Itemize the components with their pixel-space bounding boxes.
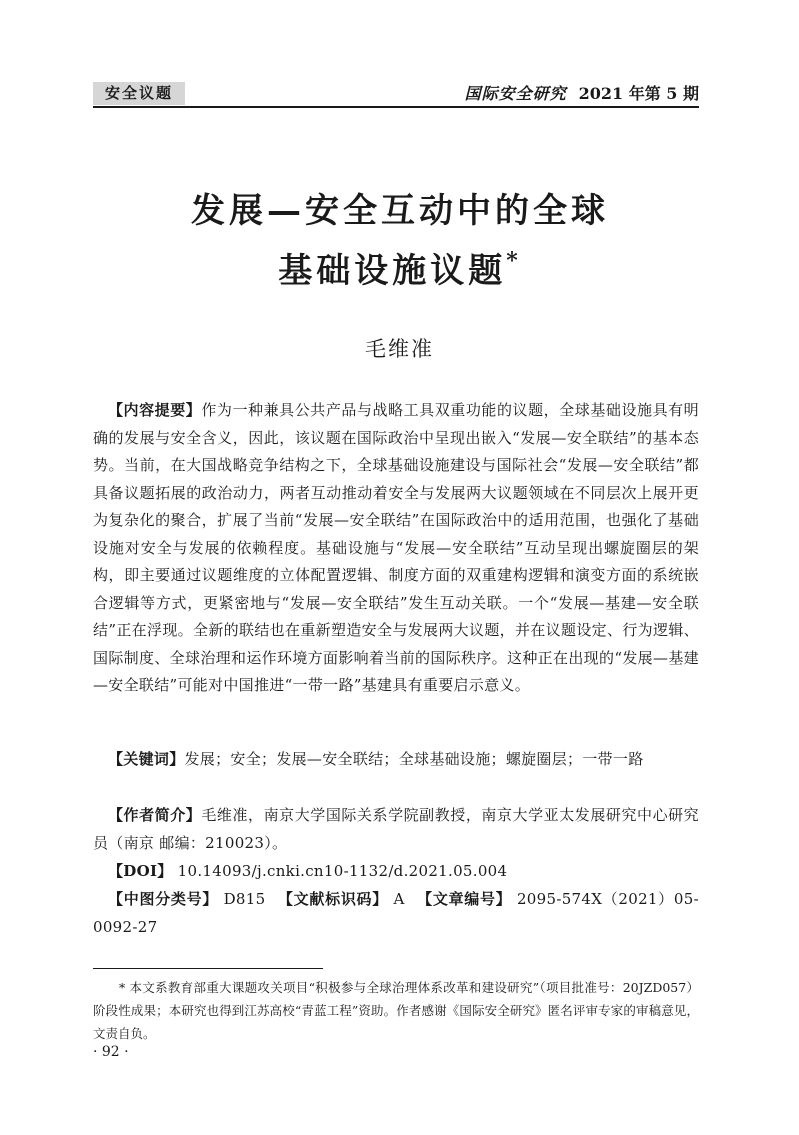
keywords-text: 发展；安全；发展—安全联结；全球基础设施；螺旋圈层；一带一路 xyxy=(184,750,644,768)
doi-label: 【DOI】 xyxy=(108,862,173,880)
journal-name: 国际安全研究 xyxy=(464,84,567,103)
author-bio-text: 毛维准，南京大学国际关系学院副教授，南京大学亚太发展研究中心研究员（南京 邮编：210023）。 xyxy=(93,806,699,852)
clc-value: D815 xyxy=(223,890,266,908)
abstract-label: 【内容提要】 xyxy=(108,401,202,419)
footnote: * 本文系教育部重大课题攻关项目“积极参与全球治理体系改革和建设研究”（项目批准号：20JZD057）阶段性成果；本研究也得到江苏高校“青蓝工程”资助。作者感谢《国际安全研究》匿名评审专家的审稿意见，文责自负。 xyxy=(93,980,699,1041)
abstract-text: 作为一种兼具公共产品与战略工具双重功能的议题，全球基础设施具有明确的发展与安全含义，因此，该议题在国际政治中呈现出嵌入“发展—安全联结”的基本态势。当前，在大国战略竞争结构之下，全球基础设施建设与国际社会“发展—安全联结”都具备议题拓展的政治动力，两者互动推动着安全与发展两大议题领域在不同层次上展开更为复杂化的聚合，扩展了当前“发展—安全联结”在国际政治中的适用范围，也强化了基础设施对安全与发展的依赖程度。基础设施与“发展—安全联结”互动呈现出螺旋圈层的架构，即主要通过议题维度的立体配置逻辑、制度方面的双重建构逻辑和演变方面的系统嵌合逻辑等方式，更紧密地与“发展—安全联结”发生互动关联。一个“发展—基建—安全联结”正在浮现。全新的联结也在重新塑造安全与发展两大议题，并在议题设定、行为逻辑、国际制度、全球治理和运作环境方面影响着当前的国际秩序。这种正在出现的“发展—基建—安全联结”可能对中国推进“一带一路”基建具有重要启示意义。 xyxy=(93,401,699,694)
footnote-rule xyxy=(93,968,323,969)
author-bio xyxy=(93,802,699,857)
article-title-line-2 xyxy=(60,243,740,292)
article-title-text: 基础设施议题 xyxy=(278,251,507,291)
doc-code-value: A xyxy=(393,890,405,908)
keywords-label: 【关键词】 xyxy=(108,750,185,768)
keywords xyxy=(93,746,699,774)
classification-line xyxy=(93,886,699,941)
article-number-label: 【文章编号】 xyxy=(416,890,512,908)
doc-code-label: 【文献标识码】 xyxy=(277,890,389,908)
page-number: · 92 · xyxy=(93,1044,129,1060)
journal-info xyxy=(465,82,699,105)
author-name: 毛维准 xyxy=(365,337,434,361)
clc-label: 【中图分类号】 xyxy=(108,890,219,908)
journal-issue: 2021 年第 5 期 xyxy=(578,84,699,103)
doi-value: 10.14093/j.cnki.cn10-1132/d.2021.05.004 xyxy=(177,862,508,880)
author-bio-label: 【作者简介】 xyxy=(108,806,202,824)
section-tag: 安全议题 xyxy=(93,82,185,105)
running-header xyxy=(93,82,699,108)
title-footnote-mark: * xyxy=(506,248,522,274)
article-number-value: 2095-574X（2021）05-0092-27 xyxy=(93,890,699,936)
article-title-line-1: 发展—安全互动中的全球 xyxy=(191,191,609,231)
doi-line xyxy=(93,858,699,886)
abstract xyxy=(93,397,699,700)
header-rule xyxy=(93,106,699,108)
